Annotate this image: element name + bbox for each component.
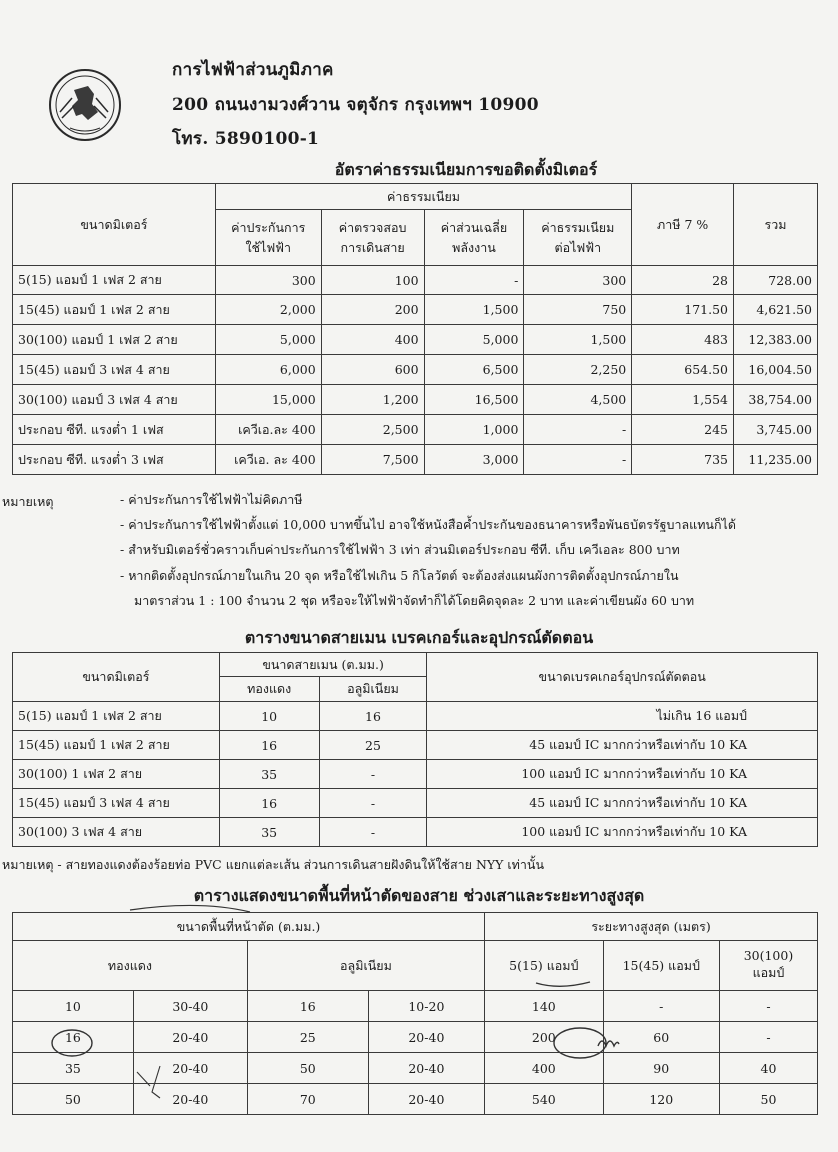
cell-distance-5: 140 (485, 991, 604, 1022)
cell-breaker: 100 แอมป์ IC มากกว่าหรือเท่ากับ 10 KA (427, 818, 818, 847)
cell-aluminum: 16 (319, 702, 427, 731)
cell-copper-span: 30-40 (133, 991, 247, 1022)
cell-connect: 1,500 (524, 325, 632, 355)
col-breaker: ขนาดเบรคเกอร์อุปกรณ์ตัดตอน (427, 653, 818, 702)
cell-energy: 5,000 (424, 325, 524, 355)
cell-breaker: 45 แอมป์ IC มากกว่าหรือเท่ากับ 10 KA (427, 789, 818, 818)
cell-copper-area: 16 (13, 1022, 134, 1053)
cell-copper: 10 (219, 702, 319, 731)
cell-energy: 3,000 (424, 445, 524, 475)
cell-vat: 1,554 (632, 385, 734, 415)
cell-distance-5: 200 (485, 1022, 604, 1053)
cell-meter: 30(100) 1 เฟส 2 สาย (13, 760, 220, 789)
cell-meter: 15(45) แอมป์ 3 เฟส 4 สาย (13, 789, 220, 818)
cell-inspect: 600 (321, 355, 424, 385)
cell-vat: 654.50 (632, 355, 734, 385)
cell-aluminum: 25 (319, 731, 427, 760)
col-inspect: ค่าตรวจสอบ การเดินสาย (321, 210, 424, 266)
cell-distance-15: 90 (603, 1053, 719, 1084)
cell-aluminum-span: 20-40 (368, 1084, 484, 1115)
cell-aluminum-area: 25 (247, 1022, 368, 1053)
cell-vat: 171.50 (632, 295, 734, 325)
note-item: - ค่าประกันการใช้ไฟฟ้าตั้งแต่ 10,000 บาทขึ้นไป อาจใช้หนังสือค้ำประกันของธนาคารหรือพันธบัตรรัฐบาลแทนก็ได้ (120, 517, 736, 532)
cell-copper: 35 (219, 818, 319, 847)
cell-connect: - (524, 415, 632, 445)
cell-distance-15: 120 (603, 1084, 719, 1115)
col-meter-30: 30(100) แอมป์ (719, 941, 817, 991)
cell-aluminum-span: 10-20 (368, 991, 484, 1022)
cell-inspect: 1,200 (321, 385, 424, 415)
cell-meter: 30(100) 3 เฟส 4 สาย (13, 818, 220, 847)
note-item: - ค่าประกันการใช้ไฟฟ้าไม่คิดภาษี (120, 492, 303, 507)
cell-meter: 15(45) แอมป์ 1 เฟส 2 สาย (13, 295, 216, 325)
cell-breaker: 100 แอมป์ IC มากกว่าหรือเท่ากับ 10 KA (427, 760, 818, 789)
cable-table-title: ตารางขนาดสายเมน เบรคเกอร์และอุปกรณ์ตัดตอน (244, 628, 594, 647)
cell-vat: 735 (632, 445, 734, 475)
cell-aluminum-area: 50 (247, 1053, 368, 1084)
notes-label: หมายเหตุ (2, 494, 54, 509)
cell-deposit: เควีเอ.ละ 400 (215, 415, 321, 445)
cell-total: 38,754.00 (734, 385, 818, 415)
cell-total: 11,235.00 (734, 445, 818, 475)
col-deposit: ค่าประกันการ ใช้ไฟฟ้า (215, 210, 321, 266)
cell-deposit: 15,000 (215, 385, 321, 415)
cell-copper: 35 (219, 760, 319, 789)
cell-deposit: 300 (215, 266, 321, 295)
cell-meter: ประกอบ ซีที. แรงต่ำ 1 เฟส (13, 415, 216, 445)
cell-total: 728.00 (734, 266, 818, 295)
cell-copper: 16 (219, 731, 319, 760)
cell-inspect: 7,500 (321, 445, 424, 475)
cell-breaker: 45 แอมป์ IC มากกว่าหรือเท่ากับ 10 KA (427, 731, 818, 760)
col-total: รวม (734, 184, 818, 266)
cell-meter: 5(15) แอมป์ 1 เฟส 2 สาย (13, 266, 216, 295)
cell-connect: 750 (524, 295, 632, 325)
cell-aluminum-area: 16 (247, 991, 368, 1022)
cell-distance-15: - (603, 991, 719, 1022)
cell-aluminum: - (319, 760, 427, 789)
col-meter-5: 5(15) แอมป์ (485, 941, 604, 991)
col-distance-group: ระยะทางสูงสุด (เมตร) (485, 913, 818, 941)
note-item: - หากติดตั้งอุปกรณ์ภายในเกิน 20 จุด หรือใช้ไฟเกิน 5 กิโลวัตต์ จะต้องส่งแผนผังการติดตั้งอุปกรณ์ภายใน (120, 568, 679, 583)
cell-vat: 483 (632, 325, 734, 355)
cell-inspect: 400 (321, 325, 424, 355)
cell-aluminum-area: 70 (247, 1084, 368, 1115)
col-connect: ค่าธรรมเนียม ต่อไฟฟ้า (524, 210, 632, 266)
cell-copper-span: 20-40 (133, 1084, 247, 1115)
col-fees-group: ค่าธรรมเนียม (215, 184, 631, 210)
cell-connect: 4,500 (524, 385, 632, 415)
col-cable-group: ขนาดสายเมน (ต.มม.) (219, 653, 427, 677)
col-meter-size: ขนาดมิเตอร์ (13, 653, 220, 702)
col-area-group: ขนาดพื้นที่หน้าตัด (ต.มม.) (13, 913, 485, 941)
cell-copper-area: 10 (13, 991, 134, 1022)
col-energy: ค่าส่วนเฉลี่ย พลังงาน (424, 210, 524, 266)
cell-inspect: 200 (321, 295, 424, 325)
cell-deposit: 6,000 (215, 355, 321, 385)
cell-inspect: 100 (321, 266, 424, 295)
col-vat: ภาษี 7 % (632, 184, 734, 266)
cell-breaker: ไม่เกิน 16 แอมป์ (427, 702, 818, 731)
col-aluminum: อลูมิเนียม (247, 941, 484, 991)
cell-total: 3,745.00 (734, 415, 818, 445)
fees-table-title: อัตราค่าธรรมเนียมการขอติดตั้งมิเตอร์ (334, 160, 598, 179)
cell-meter: ประกอบ ซีที. แรงต่ำ 3 เฟส (13, 445, 216, 475)
cell-vat: 28 (632, 266, 734, 295)
cell-copper-span: 20-40 (133, 1053, 247, 1084)
note-item: - สำหรับมิเตอร์ชั่วคราวเก็บค่าประกันการใช้ไฟฟ้า 3 เท่า ส่วนมิเตอร์ประกอบ ซีที. เก็บ เควีเอละ 800 บาท (120, 542, 680, 557)
cell-total: 4,621.50 (734, 295, 818, 325)
org-name: การไฟฟ้าส่วนภูมิภาค (172, 60, 334, 80)
cell-copper-span: 20-40 (133, 1022, 247, 1053)
cell-copper: 16 (219, 789, 319, 818)
cell-total: 16,004.50 (734, 355, 818, 385)
cell-connect: - (524, 445, 632, 475)
cell-copper-area: 35 (13, 1053, 134, 1084)
cell-aluminum-span: 20-40 (368, 1022, 484, 1053)
cell-meter: 5(15) แอมป์ 1 เฟส 2 สาย (13, 702, 220, 731)
col-meter-15: 15(45) แอมป์ (603, 941, 719, 991)
note-continuation: มาตราส่วน 1 : 100 จำนวน 2 ชุด หรือจะให้ไฟฟ้าจัดทำก็ได้โดยคิดจุดละ 2 บาท และค่าเขียนผัง 60 บาท (134, 593, 695, 608)
cell-vat: 245 (632, 415, 734, 445)
cell-distance-5: 400 (485, 1053, 604, 1084)
col-aluminum: อลูมิเนียม (319, 677, 427, 702)
cell-connect: 2,250 (524, 355, 632, 385)
cell-energy: 16,500 (424, 385, 524, 415)
cell-meter: 30(100) แอมป์ 3 เฟส 4 สาย (13, 385, 216, 415)
span-table-title: ตารางแสดงขนาดพื้นที่หน้าตัดของสาย ช่วงเสาและระยะทางสูงสุด (193, 886, 645, 905)
org-phone: โทร. 5890100-1 (172, 129, 320, 149)
cell-copper-area: 50 (13, 1084, 134, 1115)
cell-meter: 30(100) แอมป์ 1 เฟส 2 สาย (13, 325, 216, 355)
cell-distance-15: 60 (603, 1022, 719, 1053)
cable-note: หมายเหตุ - สายทองแดงต้องร้อยท่อ PVC แยกแต่ละเส้น ส่วนการเดินสายฝังดินให้ใช้สาย NYY เท่านั้น (2, 857, 545, 872)
cell-aluminum: - (319, 818, 427, 847)
cell-deposit: 5,000 (215, 325, 321, 355)
cell-distance-30: - (719, 991, 817, 1022)
col-copper: ทองแดง (13, 941, 248, 991)
cell-distance-5: 540 (485, 1084, 604, 1115)
cell-aluminum: - (319, 789, 427, 818)
cell-energy: 6,500 (424, 355, 524, 385)
cell-deposit: เควีเอ. ละ 400 (215, 445, 321, 475)
cell-connect: 300 (524, 266, 632, 295)
cell-energy: - (424, 266, 524, 295)
cell-energy: 1,000 (424, 415, 524, 445)
cell-deposit: 2,000 (215, 295, 321, 325)
cell-meter: 15(45) แอมป์ 3 เฟส 4 สาย (13, 355, 216, 385)
cell-aluminum-span: 20-40 (368, 1053, 484, 1084)
col-copper: ทองแดง (219, 677, 319, 702)
col-meter-size: ขนาดมิเตอร์ (13, 184, 216, 266)
org-address: 200 ถนนงามวงศ์วาน จตุจักร กรุงเทพฯ 10900 (172, 95, 539, 115)
cell-inspect: 2,500 (321, 415, 424, 445)
cell-energy: 1,500 (424, 295, 524, 325)
cell-total: 12,383.00 (734, 325, 818, 355)
cell-distance-30: 50 (719, 1084, 817, 1115)
cell-distance-30: 40 (719, 1053, 817, 1084)
cell-distance-30: - (719, 1022, 817, 1053)
cell-meter: 15(45) แอมป์ 1 เฟส 2 สาย (13, 731, 220, 760)
